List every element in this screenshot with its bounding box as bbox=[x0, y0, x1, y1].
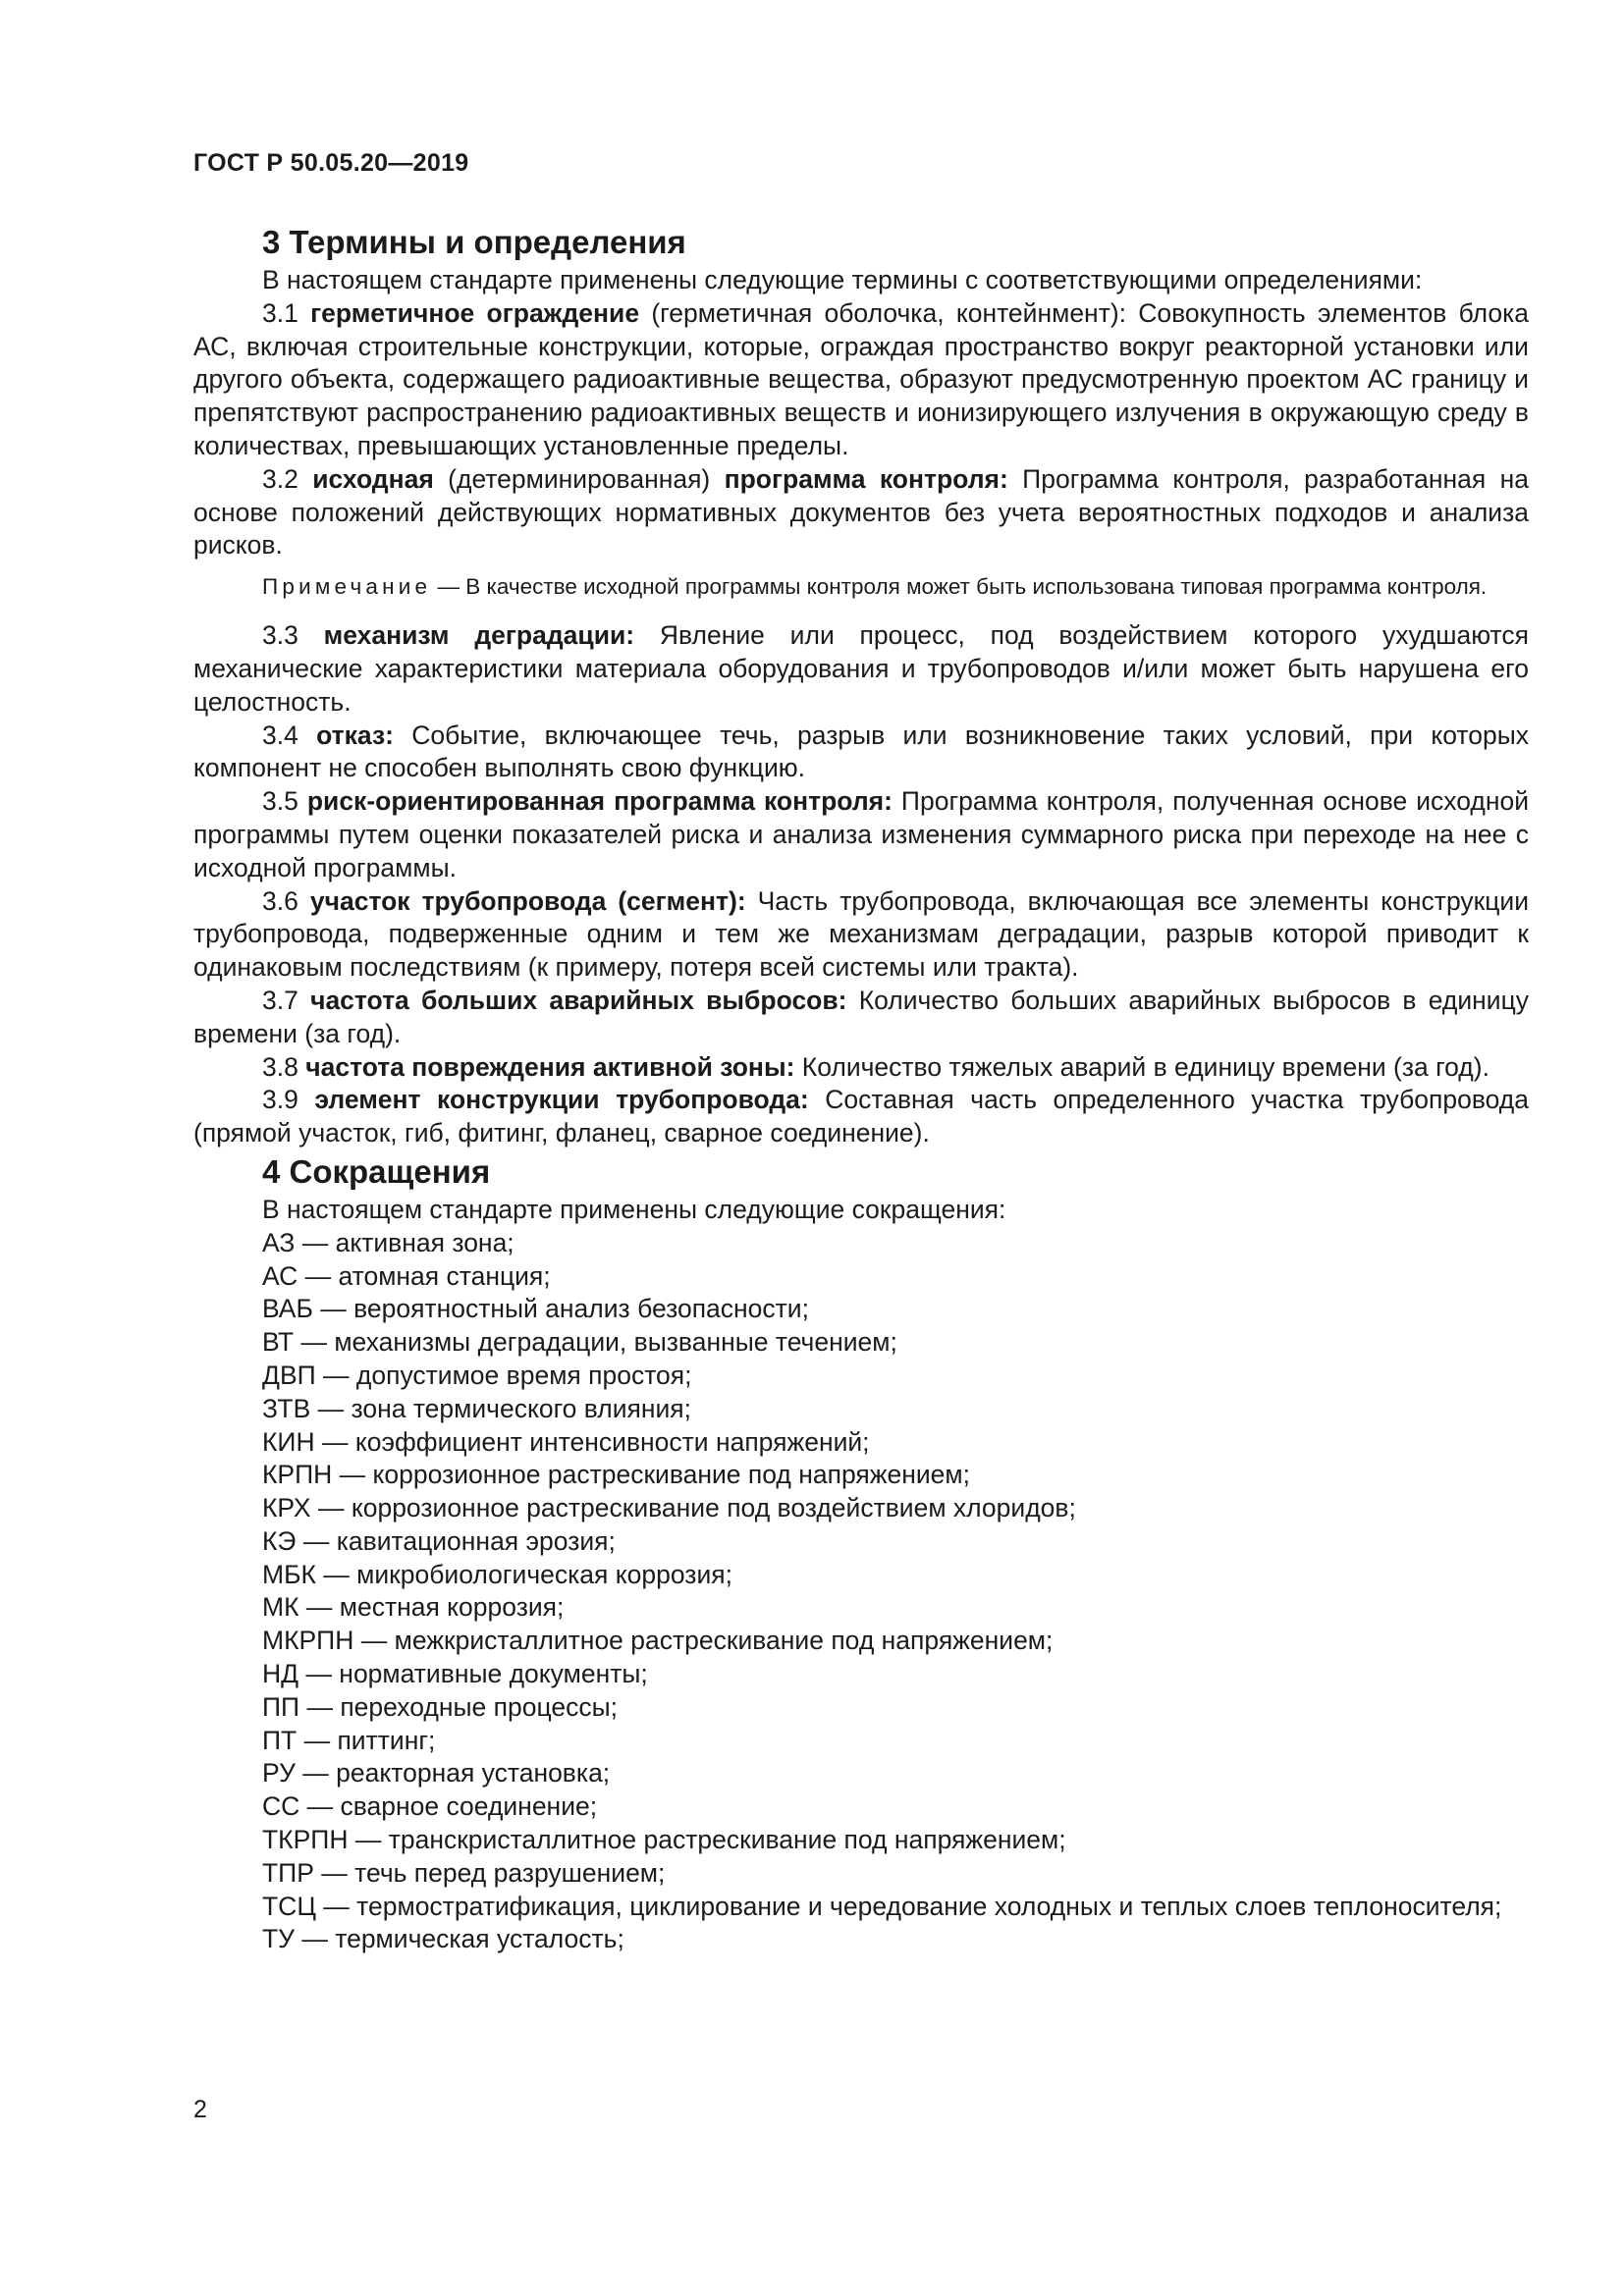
term-3-1 bbox=[193, 297, 1529, 463]
term-3-3 bbox=[193, 619, 1529, 719]
term-name: частота больших аварийных выбросов: bbox=[310, 985, 847, 1015]
term-3-4 bbox=[193, 720, 1529, 786]
term-name: элемент конструкции трубопровода: bbox=[314, 1085, 809, 1115]
term-definition: Составная часть определенного участка трубопровода (прямой участок, гиб, фитинг, фланец, сварное соединение). bbox=[193, 1085, 1529, 1148]
page-content bbox=[193, 221, 1529, 1956]
term-definition: Количество тяжелых аварий в единицу времени (за год). bbox=[794, 1051, 1489, 1082]
section-4-title: 4 Сокращения bbox=[262, 1152, 491, 1190]
abbreviation-item: ТУ — термическая усталость; bbox=[262, 1924, 624, 1954]
abbreviation-item: КИН — коэффициент интенсивности напряжений; bbox=[262, 1426, 870, 1457]
abbreviation-item: ЗТВ — зона термического влияния; bbox=[262, 1393, 692, 1423]
term-3-9 bbox=[193, 1084, 1529, 1150]
term-number: 3.5 bbox=[262, 786, 307, 817]
term-number: 3.9 bbox=[262, 1085, 315, 1115]
note-label: Примечание bbox=[262, 574, 432, 600]
abbreviation-item: ТСЦ — термостратификация, циклирование и чередование холодных и теплых слоев теплоносителя; bbox=[262, 1891, 1502, 1921]
section-3-intro: В настоящем стандарте применены следующие термины с соответствующими определениями: bbox=[262, 265, 1423, 294]
abbreviation-list bbox=[193, 1227, 1529, 1957]
term-name: риск-ориентированная программа контроля: bbox=[306, 786, 893, 817]
term-number: 3.6 bbox=[262, 885, 310, 916]
term-definition: Часть трубопровода, включающая все элементы конструкции трубопровода, подверженные одним и тем же механизмам деградации, разрыв которой приводит к одинаковым последствиям (к примеру, потеря всей системы или тракта). bbox=[193, 885, 1530, 983]
term-number: 3.1 bbox=[262, 297, 311, 328]
term-3-7 bbox=[193, 985, 1529, 1051]
term-number: 3.7 bbox=[262, 985, 311, 1015]
term-name: механизм деградации: bbox=[323, 620, 635, 651]
term-number: 3.4 bbox=[262, 720, 317, 750]
term-3-5 bbox=[193, 785, 1529, 884]
term-3-8 bbox=[193, 1051, 1529, 1085]
term-definition: Явление или процесс, под воздействием которого ухудшаются механические характеристики материала оборудования и трубопроводов и/или может быть нарушена его целостность. bbox=[193, 620, 1530, 717]
abbreviation-item: ПП — переходные процессы; bbox=[262, 1691, 619, 1722]
abbreviation-item: ВАБ — вероятностный анализ безопасности; bbox=[262, 1294, 809, 1324]
term-3-6 bbox=[193, 885, 1529, 985]
document-header: ГОСТ Р 50.05.20—2019 bbox=[193, 149, 469, 177]
term-definition: Программа контроля, разработанная на основе положений действующих нормативных документов без учета вероятностных подходов и анализа рисков. bbox=[193, 463, 1529, 561]
abbreviation-item: МКРПН — межкристаллитное растрескивание под напряжением; bbox=[262, 1626, 1054, 1656]
term-name: исходная bbox=[312, 463, 434, 494]
term-3-2 bbox=[193, 463, 1529, 562]
term-name: частота повреждения активной зоны: bbox=[305, 1051, 795, 1082]
term-number: 3.3 bbox=[262, 620, 324, 651]
abbreviation-item: МБК — микробиологическая коррозия; bbox=[262, 1559, 732, 1589]
term-definition: Событие, включающее течь, разрыв или возникновение таких условий, при которых компонент не способен выполнять свою функцию. bbox=[193, 720, 1529, 783]
term-number: 3.2 bbox=[262, 463, 313, 494]
term-name-continued: программа контроля: bbox=[724, 463, 1008, 494]
term-name: герметичное ограждение bbox=[310, 297, 640, 328]
term-definition: Программа контроля, полученная основе исходной программы путем оценки показателей риска и анализа изменения суммарного риска при переходе на нее с исходной программы. bbox=[193, 786, 1530, 882]
abbreviation-item: КЭ — кавитационная эрозия; bbox=[262, 1525, 616, 1556]
abbreviation-item: СС — сварное соединение; bbox=[262, 1791, 598, 1822]
abbreviation-item: РУ — реакторная установка; bbox=[262, 1758, 611, 1789]
abbreviation-item: АЗ — активная зона; bbox=[262, 1227, 514, 1257]
note-text: — В качестве исходной программы контроля может быть использована типовая программа контроля. bbox=[431, 574, 1488, 600]
note-paragraph bbox=[193, 572, 1529, 602]
term-definition: Совокупность элементов блока АС, включая строительные конструкции, которые, ограждая пространство вокруг реакторной установки или другого объекта, содержащего радиоактивные вещества, образуют предусмотренную проектом АС границу и препятствуют распространению радиоактивных веществ и ионизирующего излучения в окружающую среду в количествах, превышающих установленные пределы. bbox=[193, 297, 1529, 460]
abbreviation-item: ТПР — течь перед разрушением; bbox=[262, 1857, 666, 1888]
term-number: 3.8 bbox=[262, 1051, 306, 1082]
term-name: участок трубопровода (сегмент): bbox=[309, 885, 746, 916]
term-synonyms: (герметичная оболочка, контейнмент): bbox=[639, 297, 1139, 328]
abbreviation-item: МК — местная коррозия; bbox=[262, 1592, 565, 1623]
term-definition: Количество больших аварийных выбросов в единицу времени (за год). bbox=[193, 985, 1530, 1048]
term-synonyms: (детерминированная) bbox=[433, 463, 725, 494]
section-4-intro: В настоящем стандарте применены следующие сокращения: bbox=[262, 1194, 1006, 1224]
term-name: отказ: bbox=[316, 720, 394, 750]
abbreviation-item: АС — атомная станция; bbox=[262, 1260, 551, 1291]
abbreviation-item: ПТ — питтинг; bbox=[262, 1725, 436, 1755]
section-3-title: 3 Термины и определения bbox=[262, 224, 686, 260]
abbreviation-item: НД — нормативные документы; bbox=[262, 1659, 648, 1689]
abbreviation-item: КРХ — коррозионное растрескивание под воздействием хлоридов; bbox=[262, 1493, 1076, 1523]
abbreviation-item: ВТ — механизмы деградации, вызванные течением; bbox=[262, 1327, 897, 1358]
abbreviation-item: ДВП — допустимое время простоя; bbox=[262, 1360, 692, 1390]
abbreviation-item: ТКРПН — транскристаллитное растрескивание под напряжением; bbox=[262, 1825, 1066, 1855]
abbreviation-item: КРПН — коррозионное растрескивание под напряжением; bbox=[262, 1460, 970, 1490]
page-number: 2 bbox=[193, 2096, 207, 2123]
